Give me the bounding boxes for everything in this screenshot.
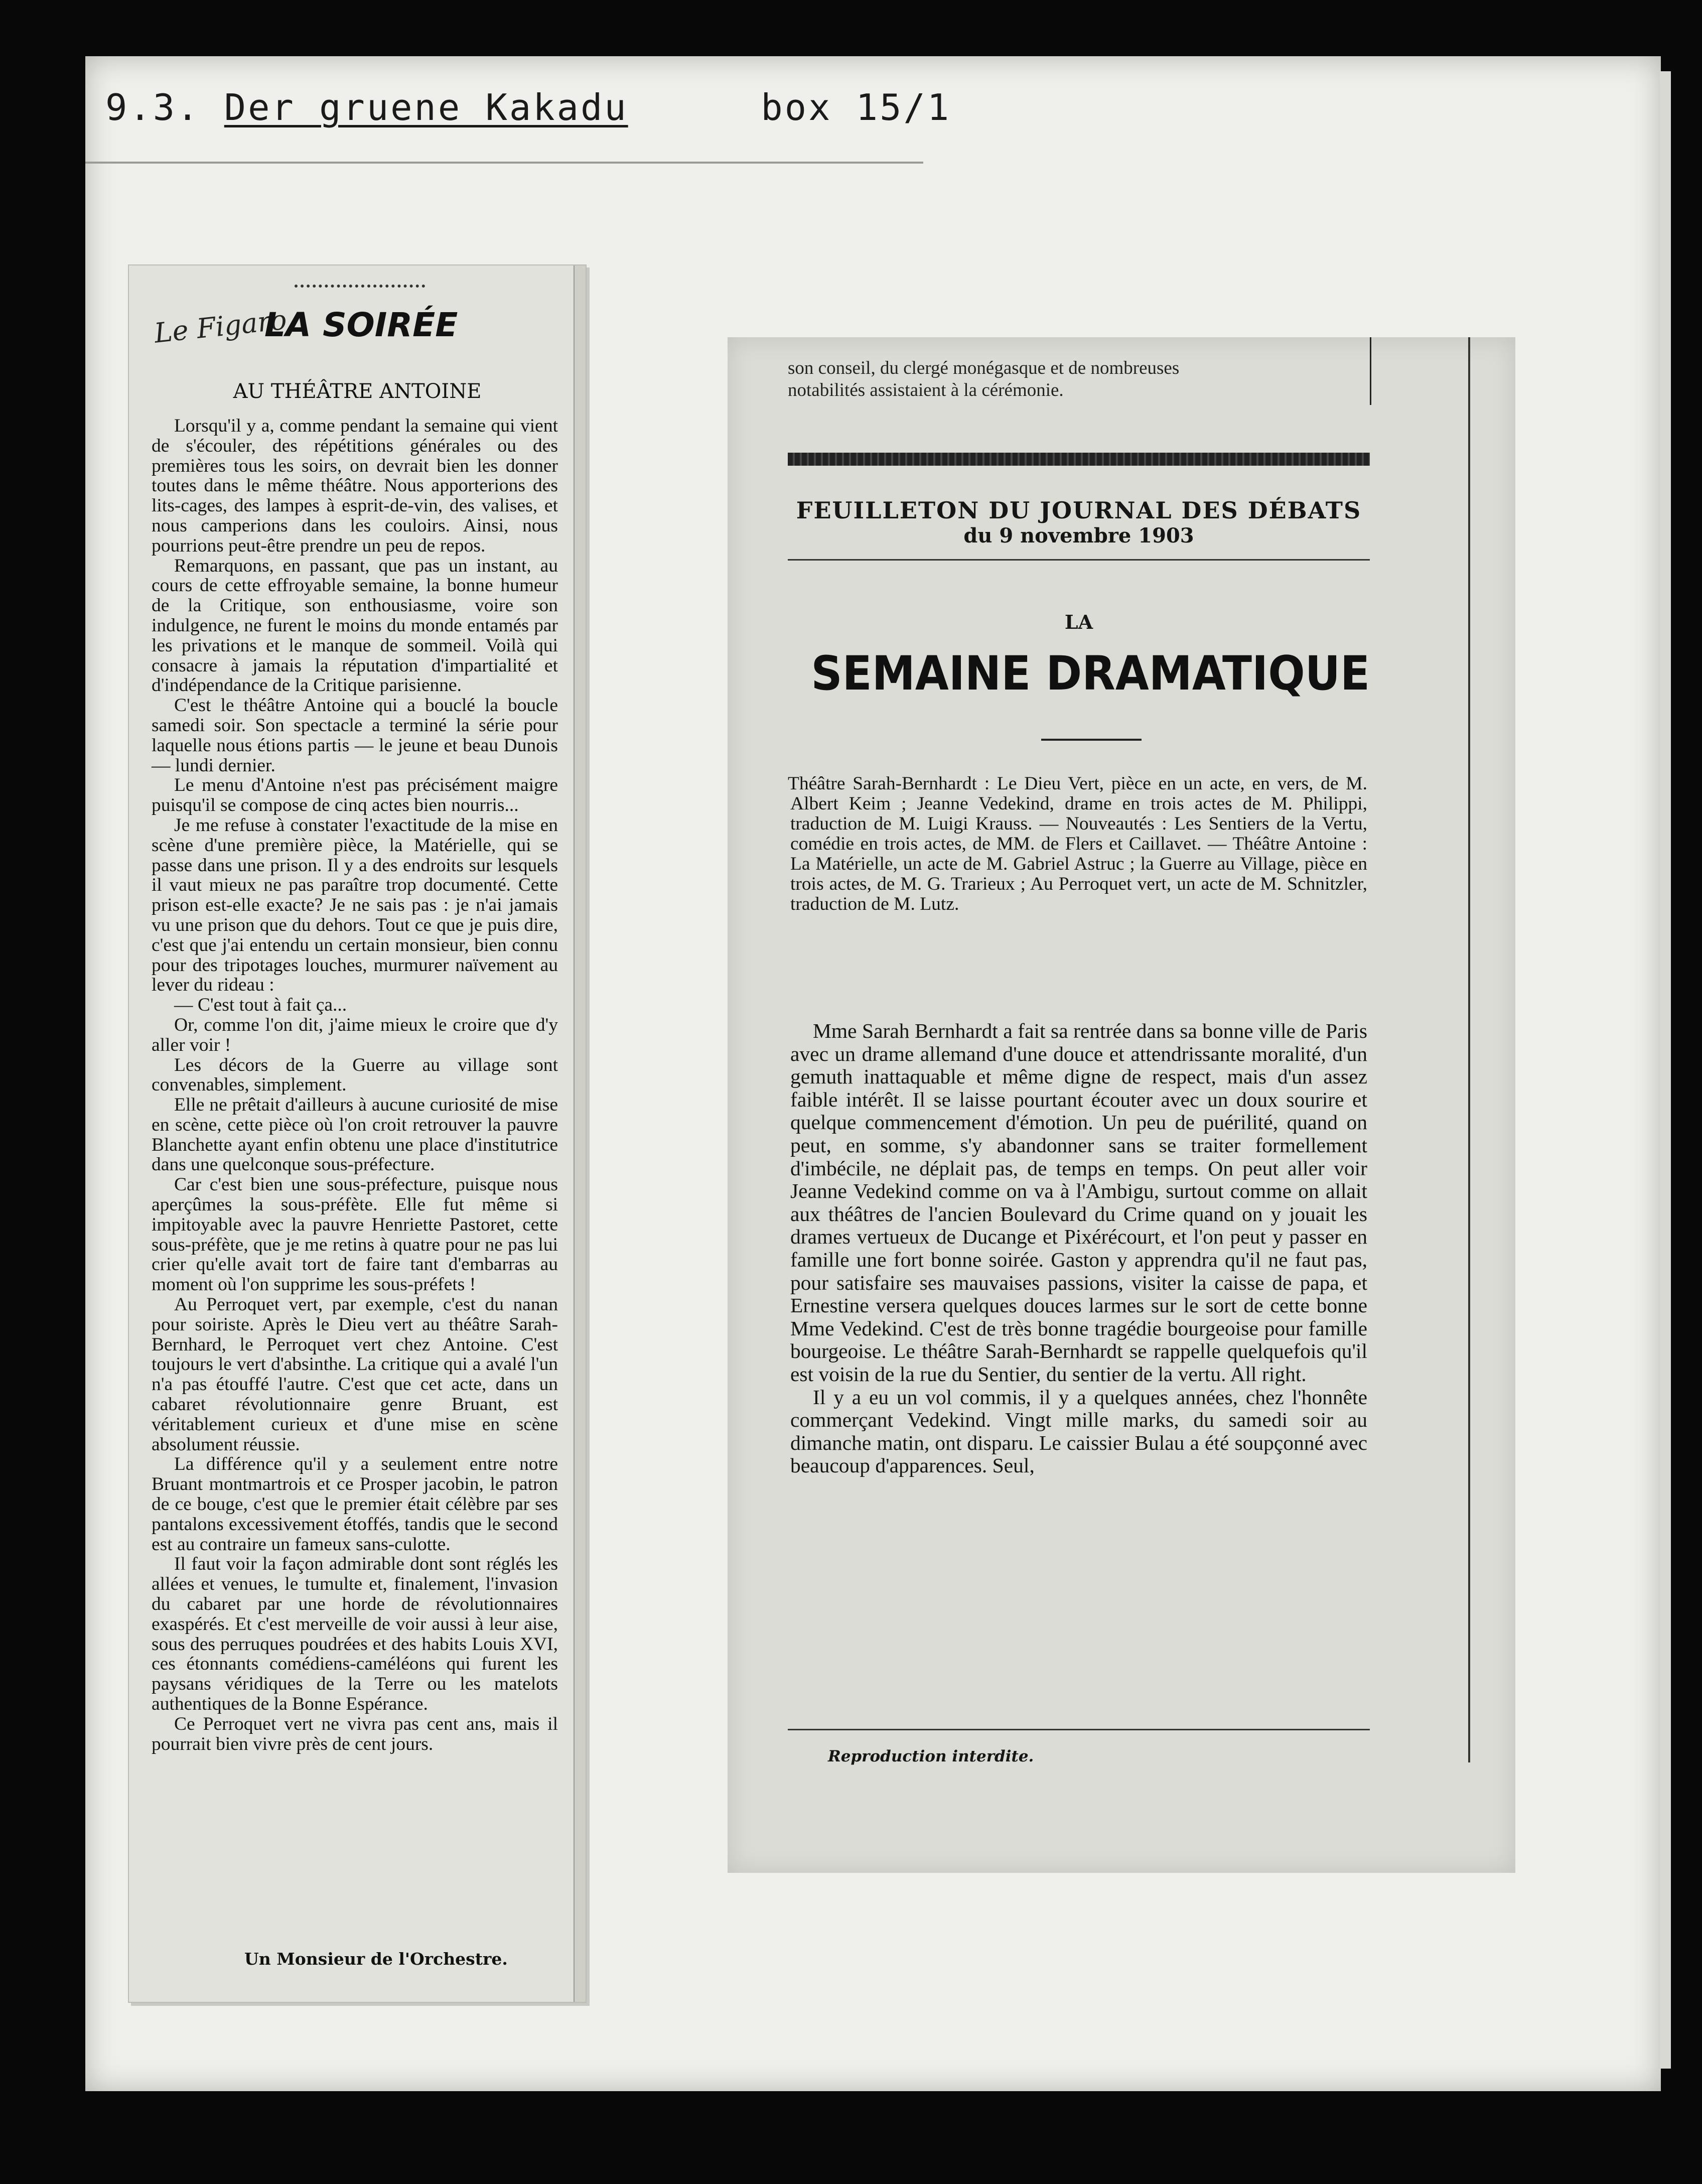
handwritten-source-note: Le Figaro [153,304,289,349]
review-body [790,1020,1367,1477]
ornament-rule [295,275,425,288]
feuilleton-heading: FEUILLETON DU JOURNAL DES DÉBATS [796,497,1362,524]
archive-sheet [85,56,1661,2091]
header-rule [85,162,923,164]
article-signature: Un Monsieur de l'Orchestre. [244,1949,508,1969]
column-title: SEMAINE DRAMATIQUE [811,646,1370,701]
title-rule [1041,739,1142,741]
debats-clipping [728,337,1515,1873]
article-body [152,416,558,1754]
paragraph: Ce Perroquet vert ne vivra pas cent ans, mais il pourrait bien vivre près de cent jours. [152,1713,558,1754]
paragraph: La différence qu'il y a seulement entre notre Bruant montmartrois et ce Prosper jacobin, le patron de ce bouge, c'est que le premier était célèbre par ses pantalons excessivement étoffés, tandis que le second est au contraire un fameux sans-culotte. [152,1454,558,1555]
thin-rule [788,559,1370,561]
archive-header [105,86,951,128]
text-line: son conseil, du clergé monégasque et de nombreuses [788,358,1180,378]
clipping-subheading: AU THÉÂTRE ANTOINE [233,380,482,403]
paragraph: Mme Sarah Bernhardt a fait sa rentrée dans sa bonne ville de Paris avec un drame allemand d'une douce et attendrissante moralité, d'un gemuth inattaquable et même digne de respect, mais d'un assez faible intérêt. Il se laisse pourtant écouter avec un doux sourire et quelque commencement d'émotion. Un peu de puérilité, quand on peut, en somme, s'y abandonner sans se traiter formellement d'imbécile, ne déplait pas, de temps en temps. On peut aller voir Jeanne Vedekind comme on va à l'Ambigu, surtout comme on allait aux théâtres de l'ancien Boulevard du Crime quand on y jouait les drames vertueux de Ducange et Pixérécourt, et l'on peut y passer en famille une fort bonne soirée. Gaston y apprendra qu'il ne faut pas, pour satisfaire ses mauvaises passions, visiter la caisse de papa, et Ernestine versera quelques douces larmes sur le sort de cette bonne Mme Vedekind. C'est de très bonne tragédie bourgeoise pour famille bourgeoise. Le théâtre Sarah-Bernhardt se rappelle quelquefois qu'il est voisin de la rue du Sentier, du sentier de la vertu. All right. [790,1019,1367,1386]
clipping-edge-strip [574,265,586,2002]
header-box: box 15/1 [761,86,951,128]
text-line: notabilités assistaient à la cérémonie. [788,380,1064,400]
header-title: Der gruene Kakadu [224,86,628,128]
header-signature: 9.3. [105,86,201,128]
reproduction-notice: Reproduction interdite. [828,1747,1034,1765]
paragraph: Car c'est bien une sous-préfecture, puisque nous aperçûmes la sous-préfète. Elle fut même si impitoyable avec la pauvre Henriette Pastoret, cette sous-préfète, que je me retins à quatre pour ne pas lui crier qu'elle avait tort de faire tant d'embarras au moment où l'on supprime les sous-préfets ! [152,1174,558,1295]
paragraph: — C'est tout à fait ça... [174,995,347,1016]
paragraph: Elle ne prêtait d'ailleurs à aucune curiosité de mise en scène, cette pièce où l'on croit retrouver la pauvre Blanchette ayant enfin obtenu une place d'institutrice dans une quelconque sous-préfecture. [152,1095,558,1175]
paragraph: Il faut voir la façon admirable dont sont réglés les allées et venues, le tumulte et, finalement, l'invasion du cabaret par une horde de révolutionnaires exaspérés. Et c'est merveille de voir aussi à leur aise, sous des perruques poudrées et des habits Louis XVI, ces étonnants comédiens-caméléons qui furent les paysans véridiques de la Terre ou les matelots authentiques de la Bonne Espérance. [152,1554,558,1714]
feuilleton-date: du 9 novembre 1903 [963,524,1194,548]
paragraph: Or, comme l'on dit, j'aime mieux le croire que d'y aller voir ! [152,1014,558,1055]
paragraph: Remarquons, en passant, que pas un instant, au cours de cette effroyable semaine, la bonne humeur de la Critique, son enthousiasme, voire son indulgence, ne furent le moins du monde entamés par les privations et le manque de sommeil. Voilà qui consacre à jamais la réputation d'impartialité et d'indépendance de la Critique parisienne. [152,555,558,696]
paragraph: Le menu d'Antoine n'est pas précisément maigre puisqu'il se compose de cinq actes bien nourris... [152,775,558,816]
footer-rule [788,1729,1370,1730]
column-border [1468,337,1470,1762]
paragraph: Je me refuse à constater l'exactitude de la mise en scène d'une première pièce, la Matérielle, qui se passe dans une prison. Il y a des endroits sur lesquels il vaut mieux ne pas paraître trop documenté. Cette prison est-elle exacte? Je ne sais pas : je n'ai jamais vu une prison que du dehors. Tout ce que je puis dire, c'est que j'ai entendu un certain monsieur, bien connu pour des tripotages louches, murmurer naïvement au lever du rideau : [152,814,558,996]
title-article: LA [1064,611,1093,633]
paragraph: Au Perroquet vert, par exemple, c'est du nanan pour soiriste. Après le Dieu vert au théâtre Sarah-Bernhard, le Perroquet vert chez Antoine. C'est toujours le vert d'absinthe. La critique qui a avalé l'un n'a pas étouffé l'autre. C'est que cet acte, dans un cabaret révolutionnaire genre Bruant, est véritablement curieux et d'une mise en scène absolument réussie. [152,1294,558,1455]
paragraph: Les décors de la Guerre au village sont convenables, simplement. [152,1054,558,1096]
previous-column-text [788,337,1371,405]
paragraph: Lorsqu'il y a, comme pendant la semaine qui vient de s'écouler, des répétitions générales ou des premières tous les soirs, on devrait bien les donner toutes dans le même théâtre. Nous apporterions des lits-cages, des lampes à esprit-de-vin, des valises, et nous camperions dans les couloirs. Ainsi, nous pourrions peut-être prendre un peu de repos. [152,416,558,556]
heavy-rule [788,453,1370,466]
programme-summary: Théâtre Sarah-Bernhardt : Le Dieu Vert, pièce en un acte, en vers, de M. Albert Keim ; Jeanne Vedekind, drame en trois actes de M. Philippi, traduction de M. Luigi Krauss. — Nouveautés : Les Sentiers de la Vertu, comédie en trois actes, de MM. de Flers et Caillavet. — Théâtre Antoine : La Matérielle, un acte de M. Gabriel Astruc ; la Guerre au Village, pièce en trois actes, de M. G. Trarieux ; Au Perroquet vert, un acte de M. Schnitzler, traduction de M. Lutz. [788,773,1367,914]
paragraph: Il y a eu un vol commis, il y a quelques années, chez l'honnête commerçant Vedekind. Vingt mille marks, du samedi soir au dimanche matin, ont disparu. Le caissier Bulau a été soupçonné avec beaucoup d'apparences. Seul, [790,1385,1367,1477]
figaro-clipping [128,264,587,2003]
paragraph: C'est le théâtre Antoine qui a bouclé la boucle samedi soir. Son spectacle a terminé la série pour laquelle nous étions partis — le jeune et beau Dunois — lundi dernier. [152,695,558,776]
clipping-heading: LA SOIRÉE [264,306,458,344]
sheet-edge [1660,71,1671,2069]
